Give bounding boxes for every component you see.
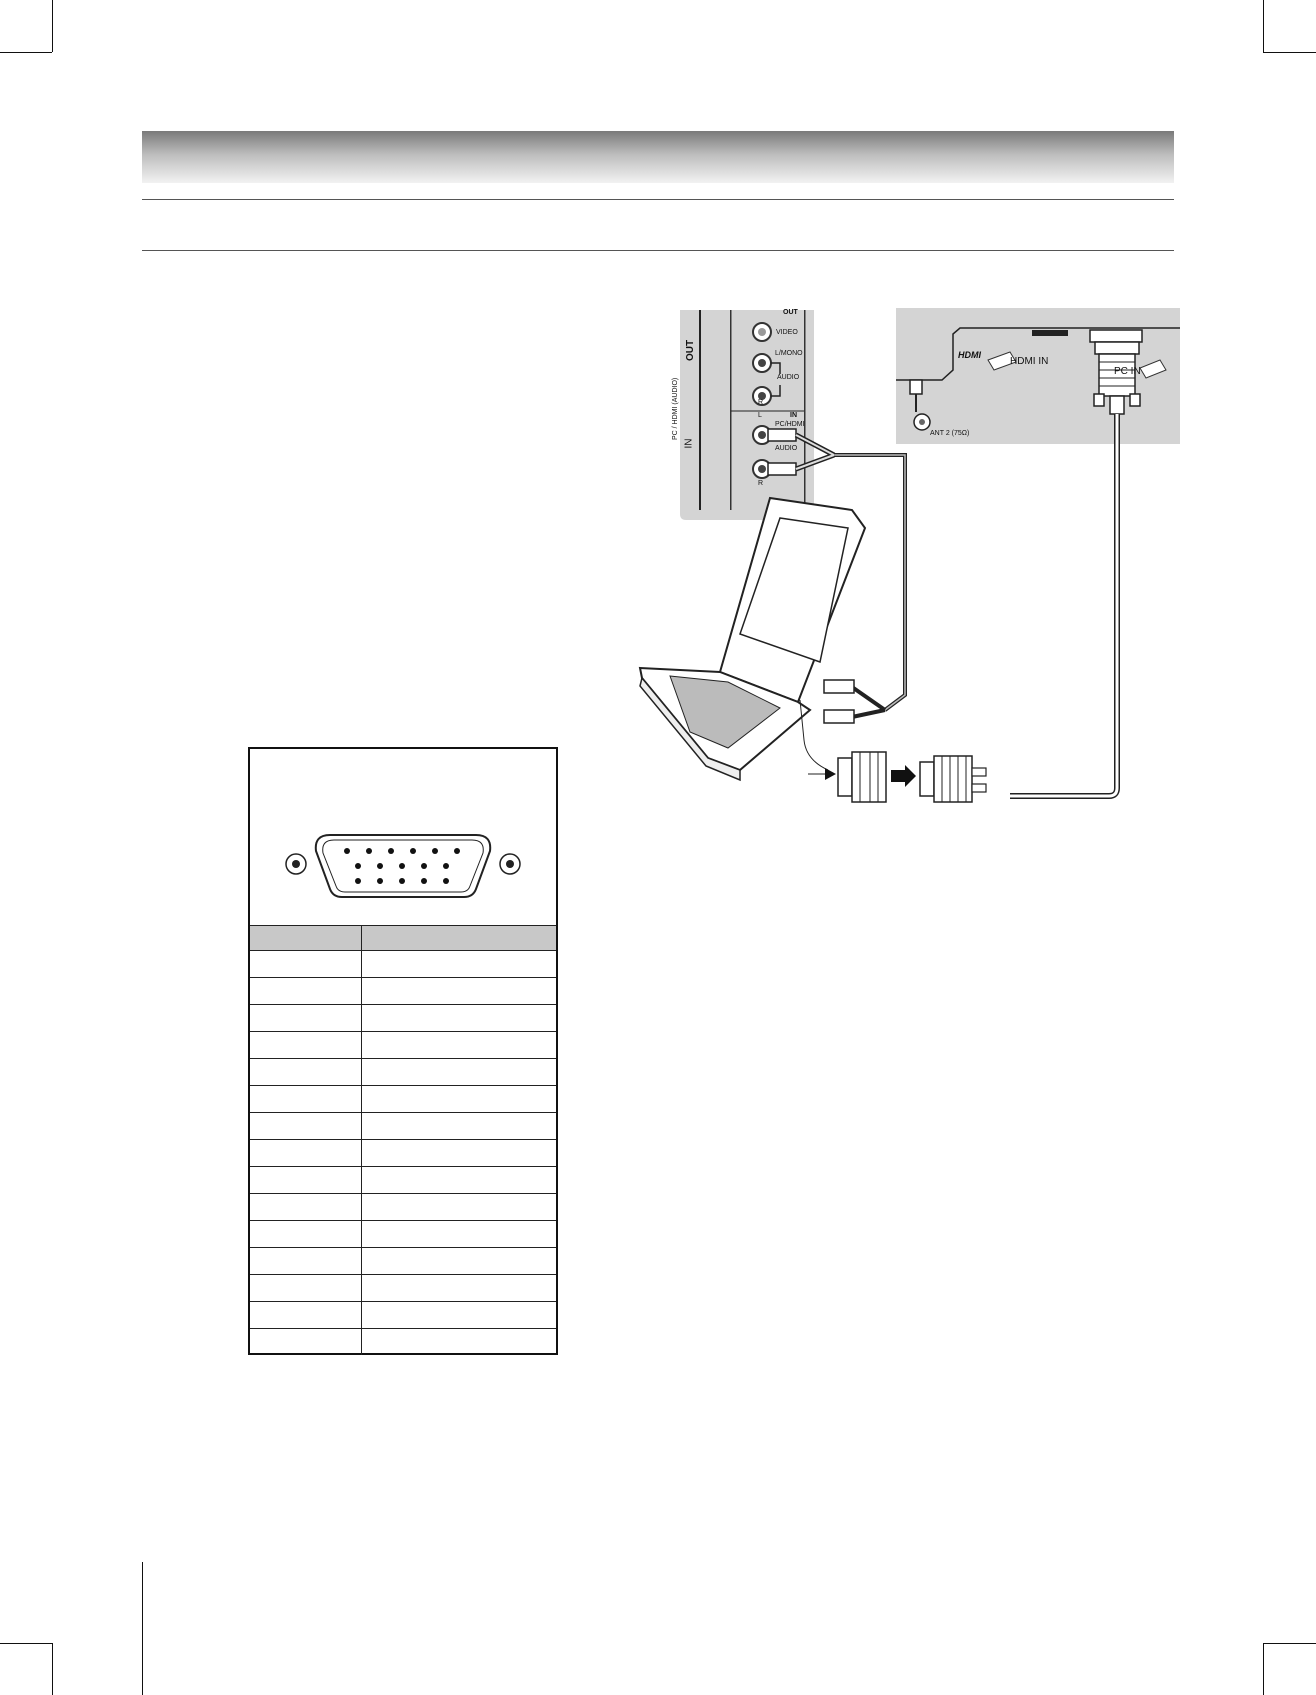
hdmi-in-label: HDMI IN	[1010, 356, 1049, 367]
table-cell	[250, 1113, 362, 1140]
l-in-label: L	[758, 412, 762, 419]
table-cell	[250, 1140, 362, 1167]
table-cell	[250, 1167, 362, 1194]
table-row	[250, 1275, 556, 1302]
in-top-label: IN	[790, 412, 797, 419]
audio-in-label: AUDIO	[775, 445, 798, 452]
lmono-jack-label: L/MONO	[775, 350, 803, 357]
crop-mark-top-left-h	[0, 52, 52, 53]
video-jack-label: VIDEO	[776, 329, 798, 336]
table-cell	[362, 951, 557, 978]
table-cell	[362, 1329, 557, 1356]
pc-hdmi-audio-vertical-label: PC / HDMI (AUDIO)	[672, 377, 679, 440]
table-cell	[362, 1005, 557, 1032]
table-row	[250, 1032, 556, 1059]
out-top-label: OUT	[783, 309, 798, 316]
table-row	[250, 1302, 556, 1329]
hdmi-logo-label: HDMI	[958, 350, 981, 360]
table-row	[250, 1086, 556, 1113]
table-cell	[250, 1005, 362, 1032]
r-in-label: R	[758, 480, 764, 487]
table-cell	[362, 1059, 557, 1086]
table-row	[250, 1221, 556, 1248]
table-cell	[250, 1275, 362, 1302]
crop-mark-top-right-v	[1263, 0, 1264, 52]
table-cell	[362, 1248, 557, 1275]
header-rule-bottom	[142, 250, 1174, 251]
table-cell	[250, 951, 362, 978]
table-row	[250, 1113, 556, 1140]
table-cell	[250, 1248, 362, 1275]
page-margin-line	[142, 1562, 143, 1695]
tv-side-audio-panel	[680, 310, 834, 520]
table-cell	[362, 1113, 557, 1140]
table-cell	[250, 1059, 362, 1086]
audio-out-label: AUDIO	[777, 374, 800, 381]
crop-mark-bottom-right-v	[1263, 1643, 1264, 1695]
table-cell	[362, 1032, 557, 1059]
table-cell	[250, 1194, 362, 1221]
table-cell	[362, 1221, 557, 1248]
table-cell	[362, 1167, 557, 1194]
table-row	[250, 1005, 556, 1032]
table-cell	[362, 1194, 557, 1221]
table-header-cell	[362, 926, 557, 951]
in-vertical-label: IN	[683, 438, 695, 449]
table-cell	[362, 1302, 557, 1329]
table-row	[250, 951, 556, 978]
table-cell	[250, 1032, 362, 1059]
pin-assignment-table	[250, 925, 556, 1355]
table-header-row	[250, 926, 556, 951]
table-cell	[250, 1221, 362, 1248]
table-header-cell	[250, 926, 362, 951]
pchdmi-in-label: PC/HDMI	[775, 421, 805, 428]
table-row	[250, 1329, 556, 1356]
table-cell	[362, 1086, 557, 1113]
d-sub-connector-illustration	[280, 829, 530, 899]
table-cell	[362, 1275, 557, 1302]
table-cell	[362, 1140, 557, 1167]
table-row	[250, 1140, 556, 1167]
table-cell	[362, 978, 557, 1005]
table-cell	[250, 978, 362, 1005]
connection-diagram	[620, 300, 1180, 830]
pin-assignment-box	[248, 747, 558, 1355]
r-out-label: R	[758, 399, 764, 406]
table-row	[250, 1248, 556, 1275]
crop-mark-bottom-left-v	[52, 1643, 53, 1695]
laptop-illustration	[620, 498, 865, 780]
table-cell	[250, 1329, 362, 1356]
crop-mark-bottom-right-h	[1263, 1643, 1316, 1644]
table-row	[250, 1059, 556, 1086]
section-header-bar	[142, 131, 1174, 183]
table-cell	[250, 1302, 362, 1329]
out-vertical-label: OUT	[685, 339, 697, 362]
table-row	[250, 1194, 556, 1221]
crop-mark-top-left-v	[52, 0, 53, 52]
crop-mark-top-right-h	[1263, 52, 1316, 53]
ant2-label: ANT 2 (75Ω)	[930, 430, 970, 437]
header-rule-top	[142, 199, 1174, 200]
table-row	[250, 978, 556, 1005]
crop-mark-bottom-left-h	[0, 1643, 52, 1644]
table-row	[250, 1167, 556, 1194]
pc-in-label: PC IN	[1114, 366, 1141, 377]
table-cell	[250, 1086, 362, 1113]
